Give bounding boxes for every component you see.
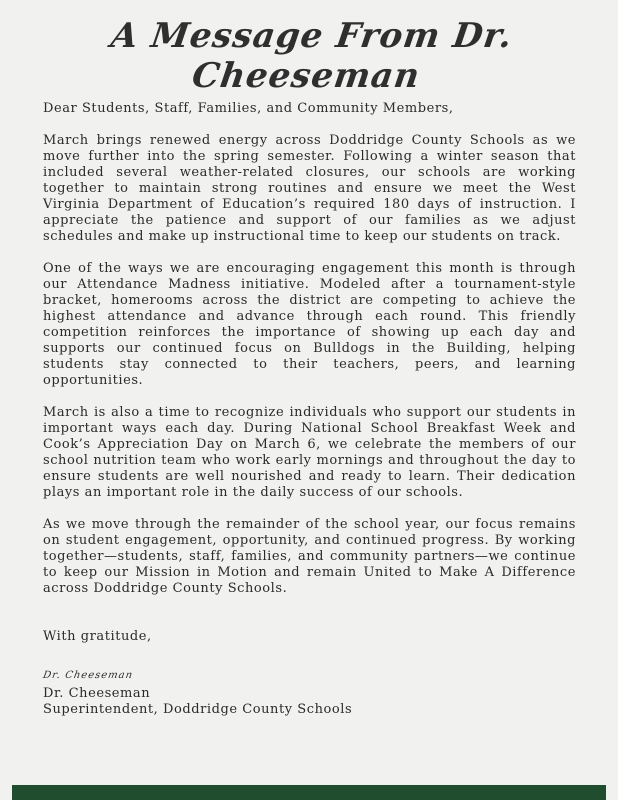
letter-body [43,101,576,718]
paragraph-2: One of the ways we are encouraging engagement this month is through our Attendance Madness initiative. Modeled after a tournament-style bracket, homerooms across the district are competing to achieve the highest attendance and advance through each round. This friendly competition reinforces the importance of showing up each day and supports our continued focus on Bulldogs in the Building, helping students stay connected to their teachers, peers, and learning opportunities. [43,261,576,388]
signature-block [43,667,576,718]
paragraph-4: As we move through the remainder of the school year, our focus remains on student engagement, opportunity, and continued progress. By working together—students, staff, families, and community partners—we continue to keep our Mission in Motion and remain United to Make A Difference across Doddridge County Schools. [43,517,576,596]
closing: With gratitude, [43,629,152,644]
handwritten-signature: Dr. Cheeseman [42,670,134,681]
paragraph-1: March brings renewed energy across Doddridge County Schools as we move further into the spring semester. Following a winter season that included several weather-related closures, our schools are working together to maintain strong routines and ensure we meet the West Virginia Department of Education’s required 180 days of instruction. I appreciate the patience and support of our families as we adjust schedules and make up instructional time to keep our students on track. [43,133,576,244]
paragraph-3: March is also a time to recognize individuals who support our students in important ways each day. During National School Breakfast Week and Cook’s Appreciation Day on March 6, we celebrate the members of our school nutrition team who work early mornings and throughout the day to ensure students are well nourished and ready to learn. Their dedication plays an important role in the daily success of our schools. [43,405,576,500]
signer-name: Dr. Cheeseman [43,686,151,701]
salutation: Dear Students, Staff, Families, and Community Members, [43,101,454,116]
page-title: A Message From Dr. Cheeseman [108,16,516,96]
footer-bar [12,785,606,800]
signer-position: Superintendent, Doddridge County Schools [43,702,353,717]
